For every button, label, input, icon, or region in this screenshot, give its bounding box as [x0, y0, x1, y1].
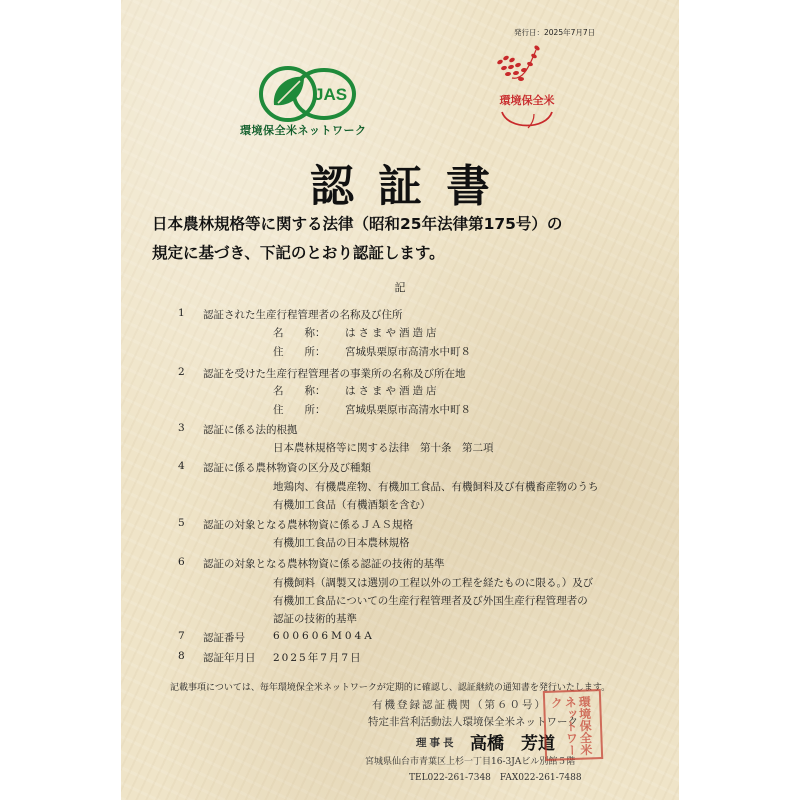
item-number: 6	[178, 556, 185, 568]
item-heading: 認証年月日	[203, 652, 256, 664]
intro-line-2: 規定に基づき、下記のとおり認証します。	[152, 244, 445, 262]
item-heading: 認証を受けた生産行程管理者の事業所の名称及び所在地	[203, 368, 466, 380]
item-line-value: 宮城県栗原市高清水中町８	[345, 346, 471, 358]
emblem-label: 環境保全米	[499, 94, 555, 107]
item-line-label: 名 称：	[273, 385, 326, 397]
item-line-value: はさまや酒造店	[345, 327, 440, 339]
item-line-label: 住 所：	[273, 404, 326, 416]
item-heading: 認証の対象となる農林物資に係る認証の技術的基準	[203, 558, 445, 570]
item-line: 有機飼料（調製又は選別の工程以外の工程を経たものに限る。）及び	[273, 577, 594, 589]
item-number: 7	[178, 630, 185, 642]
item-heading: 認証に係る農林物資の区分及び種類	[203, 462, 371, 474]
item-line-value: 宮城県栗原市高清水中町８	[345, 404, 471, 416]
item-number: 1	[178, 307, 185, 319]
item-number: 8	[178, 650, 185, 662]
certification-date: 2025年7月7日	[273, 652, 363, 664]
ki-marker: 記	[394, 281, 406, 294]
item-line: 有機加工食品（有機酒類を含む）	[273, 499, 431, 511]
organization-seal	[543, 689, 603, 761]
item-line: 有機加工食品についての生産行程管理者及び外国生産行程管理者の	[273, 595, 588, 607]
issuer-name: 高橋 芳道	[470, 734, 555, 754]
item-line: 有機加工食品の日本農林規格	[273, 537, 410, 549]
item-heading: 認証された生産行程管理者の名称及び住所	[203, 309, 403, 321]
item-number: 4	[178, 460, 185, 472]
document-title: 認証書	[310, 161, 514, 212]
item-line: 地鶏肉、有機農産物、有機加工食品、有機飼料及び有機畜産物のうち	[273, 481, 599, 493]
continuation-notice: 記載事項については、毎年環境保全米ネットワークが定期的に確認し、認証継続の通知書を発行いたします。	[170, 683, 611, 693]
issuer-tel-fax: TEL022-261-7348 FAX022-261-7488	[409, 773, 582, 783]
item-line-label: 住 所：	[273, 346, 326, 358]
jas-logo-caption: 環境保全米ネットワーク	[240, 124, 367, 137]
item-number: 5	[178, 517, 185, 529]
issuer-registry: 有機登録認証機関（第６０号）	[372, 699, 547, 711]
issuer-title: 理事長	[416, 737, 457, 749]
item-number: 3	[178, 422, 185, 434]
item-number: 2	[178, 366, 185, 378]
issuer-org-name: 特定非営利活動法人環境保全米ネットワーク	[368, 716, 578, 728]
jas-mark: JAS	[314, 85, 348, 104]
item-heading: 認証の対象となる農林物資に係るＪＡＳ規格	[203, 519, 413, 531]
certification-number: 600606M04A	[273, 630, 375, 642]
issuer-address: 宮城県仙台市青葉区上杉一丁目16-3JAビル別館５階	[365, 757, 576, 767]
item-line: 認証の技術的基準	[273, 613, 357, 625]
item-line-value: はさまや酒造店	[345, 385, 440, 397]
item-heading: 認証に係る法的根拠	[203, 424, 298, 436]
issue-date: 発行日：2025年7月7日	[514, 28, 596, 37]
jas-logo	[258, 65, 358, 123]
seal-text: 環境保全米ネットワーク	[549, 695, 594, 757]
intro-line-1: 日本農林規格等に関する法律（昭和25年法律第175号）の	[152, 215, 563, 233]
item-heading: 認証番号	[203, 632, 245, 644]
item-line: 日本農林規格等に関する法律 第十条 第二項	[273, 442, 494, 454]
item-line-label: 名 称：	[273, 327, 326, 339]
rice-emblem	[488, 40, 566, 138]
